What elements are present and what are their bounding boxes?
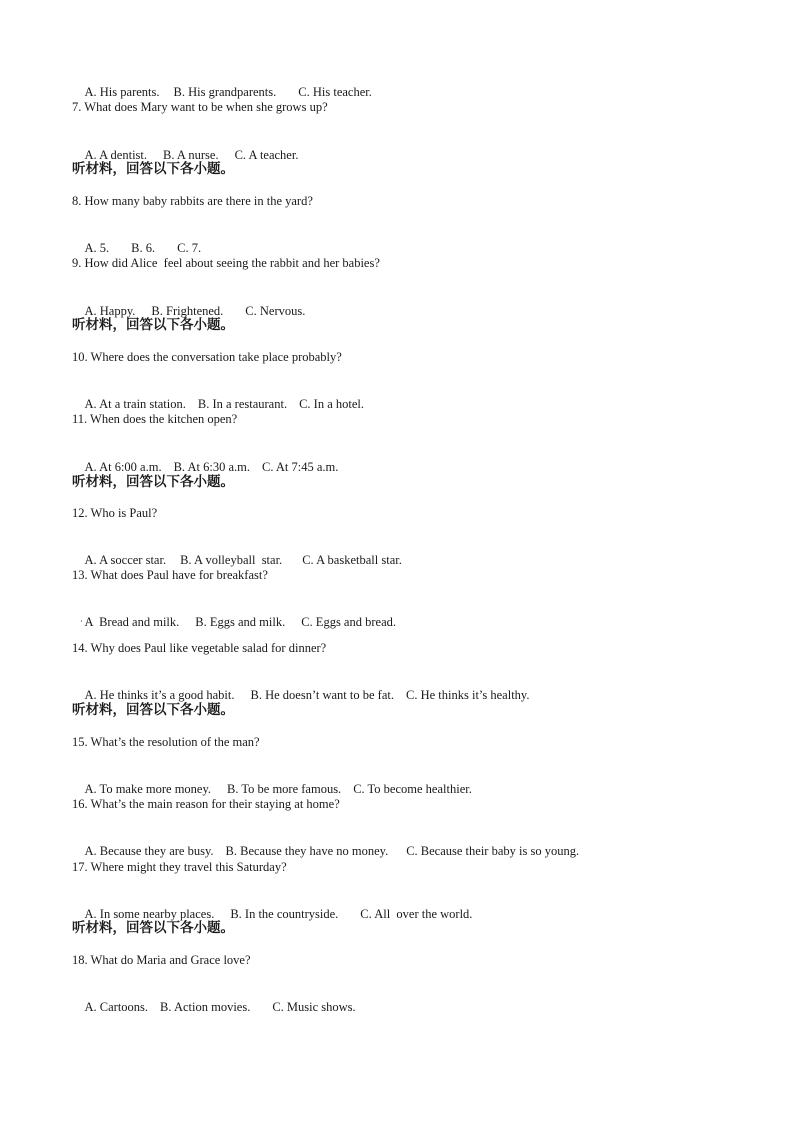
- q14-option-c: C. He thinks it’s healthy.: [406, 688, 530, 702]
- q13-options: [72, 598, 396, 646]
- q12-option-a: A. A soccer star.: [84, 553, 167, 567]
- q13-question: 13. What does Paul have for breakfast?: [72, 568, 268, 582]
- q14-option-a: A. He thinks it’s a good habit.: [84, 688, 235, 702]
- q16-option-b: B. Because they have no money.: [225, 844, 389, 858]
- q18-option-a: A. Cartoons.: [84, 1000, 149, 1014]
- q13-option-a: A Bread and milk.: [84, 615, 180, 629]
- q7-option-b: B. A nurse.: [163, 148, 219, 162]
- q9-option-a: A. Happy.: [84, 304, 136, 318]
- q7-option-c: C. A teacher.: [234, 148, 299, 162]
- section-heading-5: 听材料，回答以下各小题。: [72, 920, 234, 936]
- q18-question: 18. What do Maria and Grace love?: [72, 953, 251, 967]
- q10-question: 10. Where does the conversation take place probably?: [72, 350, 342, 364]
- q18-option-b: B. Action movies.: [160, 1000, 251, 1014]
- q18-options: [72, 983, 356, 1031]
- q6-option-c: C. His teacher.: [298, 85, 372, 99]
- stray-mark: ·: [80, 616, 83, 626]
- section-heading-2: 听材料，回答以下各小题。: [72, 317, 234, 333]
- q13-option-b: B. Eggs and milk.: [195, 615, 286, 629]
- q10-option-b: B. In a restaurant.: [197, 397, 288, 411]
- q15-option-c: C. To become healthier.: [353, 782, 472, 796]
- section-heading-1: 听材料，回答以下各小题。: [72, 161, 234, 177]
- q9-option-b: B. Frightened.: [151, 304, 224, 318]
- section-heading-4: 听材料，回答以下各小题。: [72, 702, 234, 718]
- q6-option-b: B. His grandparents.: [173, 85, 277, 99]
- q10-option-a: A. At a train station.: [84, 397, 186, 411]
- q16-option-c: C. Because their baby is so young.: [406, 844, 580, 858]
- q17-option-b: B. In the countryside.: [230, 907, 339, 921]
- q6-option-a: A. His parents.: [84, 85, 160, 99]
- q8-question: 8. How many baby rabbits are there in the yard?: [72, 194, 313, 208]
- q14-question: 14. Why does Paul like vegetable salad for dinner?: [72, 641, 327, 655]
- q12-option-c: C. A basketball star.: [302, 553, 402, 567]
- q15-option-a: A. To make more money.: [84, 782, 212, 796]
- q14-option-b: B. He doesn’t want to be fat.: [250, 688, 394, 702]
- q8-option-a: A. 5.: [84, 241, 110, 255]
- q17-question: 17. Where might they travel this Saturday?: [72, 860, 287, 874]
- q12-option-b: B. A volleyball star.: [180, 553, 283, 567]
- q8-option-b: B. 6.: [131, 241, 156, 255]
- q16-question: 16. What’s the main reason for their staying at home?: [72, 797, 340, 811]
- q15-option-b: B. To be more famous.: [227, 782, 342, 796]
- q9-option-c: C. Nervous.: [245, 304, 306, 318]
- q18-option-c: C. Music shows.: [272, 1000, 356, 1014]
- q9-question: 9. How did Alice feel about seeing the rabbit and her babies?: [72, 256, 380, 270]
- q8-option-c: C. 7.: [177, 241, 202, 255]
- q12-question: 12. Who is Paul?: [72, 506, 158, 520]
- q11-option-a: A. At 6:00 a.m.: [84, 460, 162, 474]
- q17-option-c: C. All over the world.: [360, 907, 473, 921]
- q16-option-a: A. Because they are busy.: [84, 844, 214, 858]
- q7-option-a: A. A dentist.: [84, 148, 148, 162]
- q11-question: 11. When does the kitchen open?: [72, 412, 238, 426]
- q13-option-c: C. Eggs and bread.: [301, 615, 396, 629]
- section-heading-3: 听材料，回答以下各小题。: [72, 474, 234, 490]
- q11-option-c: C. At 7:45 a.m.: [262, 460, 339, 474]
- q11-option-b: B. At 6:30 a.m.: [173, 460, 250, 474]
- q17-option-a: A. In some nearby places.: [84, 907, 215, 921]
- q15-question: 15. What’s the resolution of the man?: [72, 735, 260, 749]
- q10-option-c: C. In a hotel.: [299, 397, 364, 411]
- q7-question: 7. What does Mary want to be when she grows up?: [72, 100, 328, 114]
